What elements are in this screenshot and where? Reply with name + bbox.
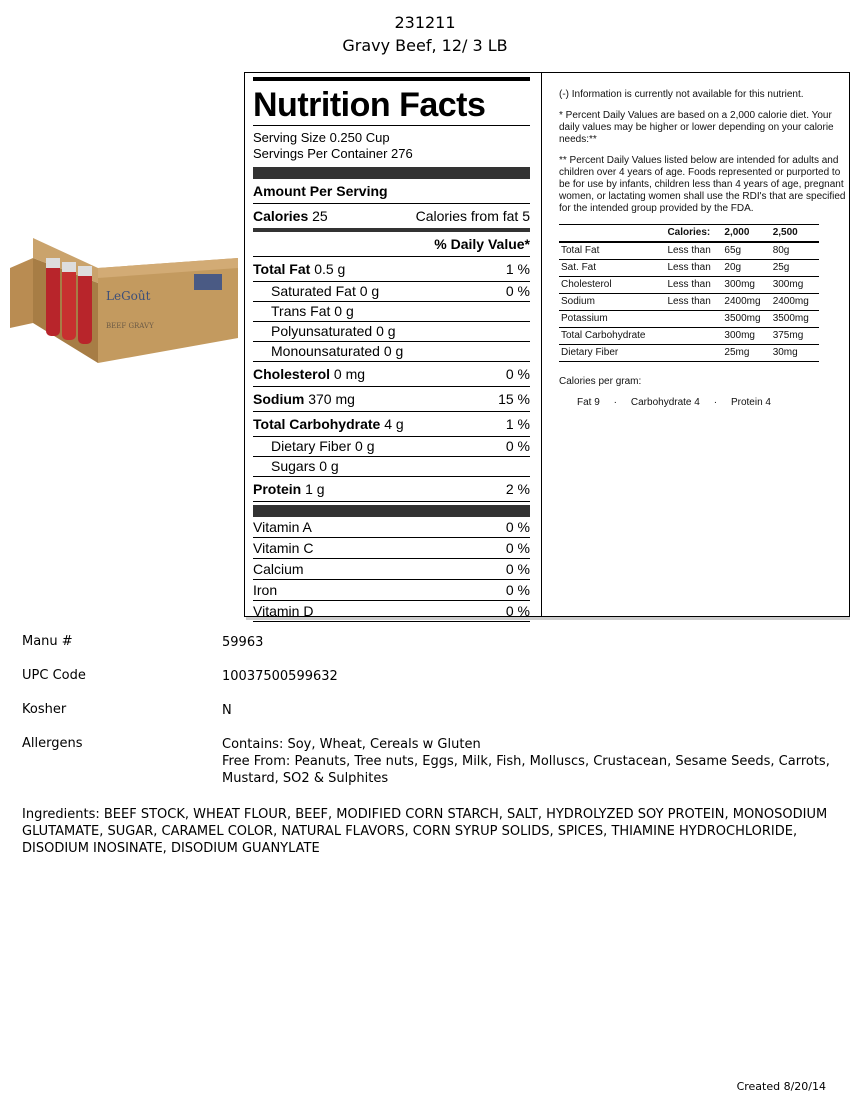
vitamin-row: [253, 559, 530, 580]
nutrient-name: Sodium: [253, 391, 305, 407]
daily-values-cell: Sat. Fat: [559, 260, 665, 277]
nutrient-row: [253, 437, 530, 457]
nutrient-name: Dietary Fiber 0 g: [271, 438, 375, 454]
daily-values-cell: 2400mg: [722, 294, 770, 311]
nutrient-row: [253, 342, 530, 362]
nutrient-daily-value: 1 %: [505, 416, 530, 432]
nutrition-notes: [559, 89, 847, 418]
daily-values-header-cell: Calories:: [665, 225, 722, 243]
nutrient-name: Cholesterol: [253, 366, 331, 382]
vitamin-daily-value: 0 %: [505, 603, 530, 619]
nutrient-name: Polyunsaturated 0 g: [271, 323, 396, 339]
nutrient-daily-value: 1 %: [505, 261, 530, 277]
daily-values-cell: 25mg: [722, 345, 770, 362]
allergens-label: Allergens: [22, 736, 83, 751]
item-code: 231211: [394, 13, 456, 32]
daily-values-cell: 80g: [771, 242, 819, 260]
nutrient-rows: [253, 257, 530, 502]
daily-values-cell: Less than: [665, 260, 722, 277]
vitamin-daily-value: 0 %: [505, 561, 530, 577]
daily-values-cell: Less than: [665, 242, 722, 260]
nutrition-panel: [244, 72, 850, 617]
daily-values-row: [559, 328, 819, 345]
note-daily-values: * Percent Daily Values are based on a 2,000 calorie diet. Your daily values may be higher or lower depending on your calorie needs:**: [559, 110, 834, 145]
daily-values-row: [559, 277, 819, 294]
daily-values-cell: 30mg: [771, 345, 819, 362]
daily-values-cell: [665, 311, 722, 328]
daily-values-cell: 3500mg: [771, 311, 819, 328]
daily-values-cell: Total Carbohydrate: [559, 328, 665, 345]
daily-values-cell: 25g: [771, 260, 819, 277]
daily-values-cell: Sodium: [559, 294, 665, 311]
nutrient-row: [253, 412, 530, 437]
vitamin-row: [253, 517, 530, 538]
gravy-cans: [46, 258, 92, 344]
allergens-value: [222, 736, 837, 787]
daily-values-cell: Less than: [665, 294, 722, 311]
side-text: BEEF GRAVY: [106, 322, 154, 330]
daily-values-header: [559, 225, 819, 243]
nutrition-facts-label: [253, 73, 530, 622]
calories-value: 25: [312, 208, 328, 224]
nutrient-daily-value: 0 %: [505, 366, 530, 382]
product-box-image: [8, 228, 243, 368]
daily-values-cell: Total Fat: [559, 242, 665, 260]
daily-values-cell: [665, 328, 722, 345]
daily-values-cell: 300mg: [722, 328, 770, 345]
nutrient-name: Monounsaturated 0 g: [271, 343, 404, 359]
nutrient-row: [253, 257, 530, 282]
created-date: Created 8/20/14: [736, 1080, 826, 1093]
nutrient-row: [253, 362, 530, 387]
daily-values-header-cell: 2,500: [771, 225, 819, 243]
nutrient-row: [253, 477, 530, 502]
daily-values-row: [559, 294, 819, 311]
daily-values-cell: 300mg: [771, 277, 819, 294]
panel-divider: [541, 73, 542, 616]
nutrient-amount: 0.5 g: [314, 261, 346, 277]
upc-label: UPC Code: [22, 668, 86, 683]
daily-values-header-cell: 2,000: [722, 225, 770, 243]
daily-values-row: [559, 311, 819, 328]
kosher-value: N: [222, 703, 232, 718]
nutrient-row: [253, 457, 530, 477]
nutrient-row: [253, 387, 530, 412]
note-adults: ** Percent Daily Values listed below are intended for adults and children over 4 years of age. Foods represented or purported to be for use by infants, children less than 4 years of age, pregnant women, or lactating women shall use the RDI's that are specified for the intended group provided by the FDA.: [559, 155, 846, 214]
nutrient-row: [253, 302, 530, 322]
daily-values-row: [559, 242, 819, 260]
nutrient-name: Trans Fat 0 g: [271, 303, 354, 319]
vitamin-daily-value: 0 %: [505, 540, 530, 556]
nutrient-row: [253, 282, 530, 302]
calories-from-fat: Calories from fat 5: [415, 208, 530, 224]
vitamin-name: Vitamin D: [253, 603, 314, 619]
nutrient-daily-value: 0 %: [505, 438, 530, 454]
product-title: Gravy Beef, 12/ 3 LB: [342, 36, 508, 55]
nutrient-name: Sugars 0 g: [271, 458, 339, 474]
daily-values-table: [559, 224, 819, 362]
nutrient-name: Protein: [253, 481, 302, 497]
daily-values-cell: Less than: [665, 277, 722, 294]
nutrient-name: Saturated Fat 0 g: [271, 283, 380, 299]
nutrient-row: [253, 322, 530, 342]
nutrient-daily-value: 2 %: [505, 481, 530, 497]
upc-value: 10037500599632: [222, 669, 338, 684]
allergens-free: Free From: Peanuts, Tree nuts, Eggs, Milk, Fish, Molluscs, Crustacean, Sesame Seeds, Carrots, Mustard, SO2 & Sulphites: [222, 754, 830, 786]
nutrient-amount: 4 g: [384, 416, 404, 432]
calories-per-gram-label: Calories per gram:: [559, 376, 642, 387]
manu-label: Manu #: [22, 634, 73, 649]
nutrient-amount: 0 mg: [333, 366, 366, 382]
daily-values-cell: [665, 345, 722, 362]
daily-values-cell: 20g: [722, 260, 770, 277]
ingredients: Ingredients: BEEF STOCK, WHEAT FLOUR, BEEF, MODIFIED CORN STARCH, SALT, HYDROLYZED SOY PROTEIN, MONOSODIUM GLUTAMATE, SUGAR, CARAMEL COLOR, NATURAL FLAVORS, CORN SYRUP SOLIDS, SPICES, THIAMINE HYDROCHLORIDE, DISODIUM INOSINATE, DISODIUM GUANYLATE: [22, 807, 828, 856]
servings-per-container: Servings Per Container 276: [253, 146, 413, 161]
vitamin-name: Vitamin C: [253, 540, 314, 556]
nutrient-name: Total Carbohydrate: [253, 416, 381, 432]
nutrient-daily-value: 15 %: [498, 391, 530, 407]
vitamin-row: [253, 601, 530, 622]
daily-values-cell: Cholesterol: [559, 277, 665, 294]
vitamin-daily-value: 0 %: [505, 582, 530, 598]
calories-label: Calories: [253, 208, 309, 224]
daily-value-header: % Daily Value*: [253, 232, 530, 257]
calories-row: [253, 204, 530, 228]
allergens-contains: Contains: Soy, Wheat, Cereals w Gluten: [222, 737, 481, 752]
nutrition-facts-title: Nutrition Facts: [253, 77, 530, 125]
nutrient-amount: 370 mg: [308, 391, 355, 407]
vitamin-row: [253, 538, 530, 559]
calories-per-gram: Fat 9 · Carbohydrate 4 · Protein 4: [577, 397, 771, 408]
vitamin-rows: [253, 517, 530, 622]
daily-values-cell: Dietary Fiber: [559, 345, 665, 362]
vitamin-name: Calcium: [253, 561, 304, 577]
vitamin-row: [253, 580, 530, 601]
daily-values-row: [559, 260, 819, 277]
nutrient-name: Total Fat: [253, 261, 311, 277]
kosher-label: Kosher: [22, 702, 67, 717]
daily-values-cell: 2400mg: [771, 294, 819, 311]
vitamin-daily-value: 0 %: [505, 519, 530, 535]
serving-size: Serving Size 0.250 Cup: [253, 130, 390, 145]
daily-values-cell: Potassium: [559, 311, 665, 328]
amount-per-serving: Amount Per Serving: [253, 179, 530, 204]
daily-values-cell: 65g: [722, 242, 770, 260]
daily-values-cell: 3500mg: [722, 311, 770, 328]
vitamin-name: Iron: [253, 582, 278, 598]
label-badge: [194, 274, 222, 290]
note-unavailable: (-) Information is currently not available for this nutrient.: [559, 89, 804, 100]
nutrient-daily-value: 0 %: [505, 283, 530, 299]
daily-values-cell: 300mg: [722, 277, 770, 294]
vitamin-name: Vitamin A: [253, 519, 312, 535]
daily-values-header-cell: [559, 225, 665, 243]
daily-values-row: [559, 345, 819, 362]
brand-text: LeGoût: [106, 289, 151, 303]
manu-value: 59963: [222, 635, 264, 650]
nutrient-amount: 1 g: [305, 481, 325, 497]
daily-values-cell: 375mg: [771, 328, 819, 345]
